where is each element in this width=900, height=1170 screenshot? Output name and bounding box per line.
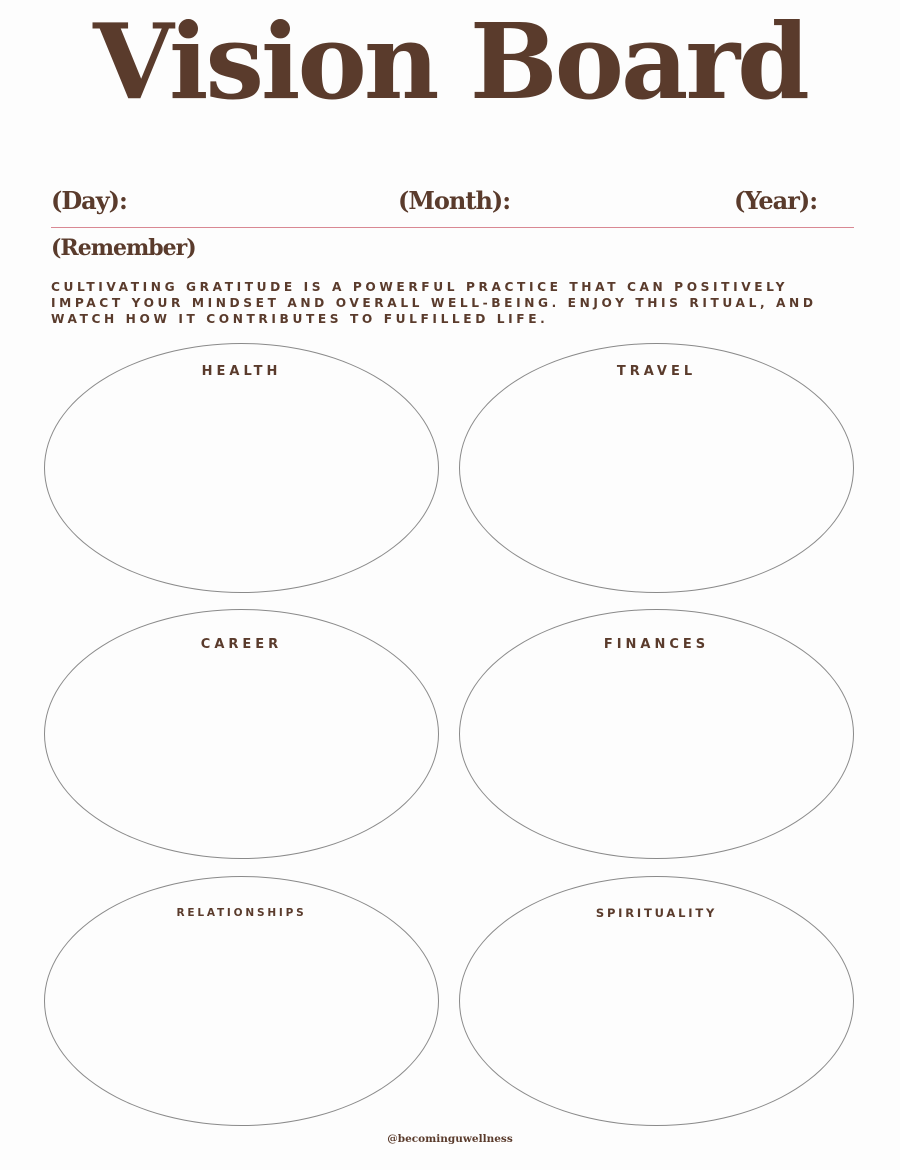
health-label: HEALTH	[201, 364, 282, 379]
finances-oval[interactable]	[459, 609, 854, 859]
career-label: CAREER	[200, 637, 283, 652]
day-field-label[interactable]: (Day):	[51, 186, 127, 215]
month-field-label[interactable]: (Month):	[398, 186, 511, 215]
remember-heading: (Remember)	[51, 235, 196, 261]
spirituality-oval[interactable]	[459, 876, 854, 1126]
travel-label: TRAVEL	[616, 364, 697, 379]
health-oval[interactable]	[44, 343, 439, 593]
footer-handle: @becominguwellness	[387, 1133, 513, 1145]
finances-label: FINANCES	[603, 637, 710, 652]
page-title: Vision Board	[93, 0, 807, 123]
relationships-label: RELATIONSHIPS	[176, 907, 307, 919]
travel-oval[interactable]	[459, 343, 854, 593]
spirituality-label: SPIRITUALITY	[595, 906, 718, 920]
career-oval[interactable]	[44, 609, 439, 859]
intro-text: CULTIVATING GRATITUDE IS A POWERFUL PRACTICE THAT CAN POSITIVELY IMPACT YOUR MINDSET AND OVERALL WELL-BEING. ENJOY THIS RITUAL, AND WATCH HOW IT CONTRIBUTES TO FULFILLED LIFE.	[51, 280, 817, 326]
relationships-oval[interactable]	[44, 876, 439, 1126]
header-divider	[51, 227, 854, 228]
year-field-label[interactable]: (Year):	[734, 186, 818, 215]
